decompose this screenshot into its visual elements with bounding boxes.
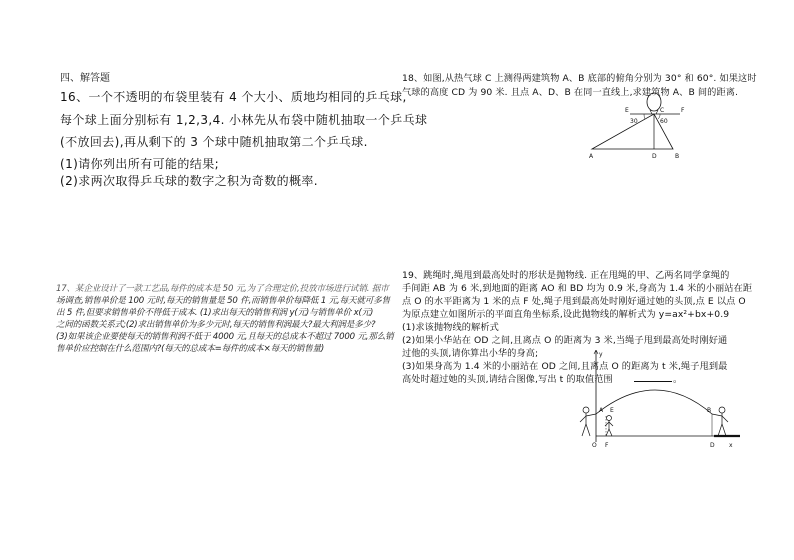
q17-line: 之间的函数关系式;(2)求出销售单价为多少元时,每天的销售利润最大?最大利润是多少? [56,320,376,330]
section-title: 四、解答题 [60,73,110,84]
q16-line: (1)请你列出所有可能的结果; [60,157,220,171]
q16-line: 16、一个不透明的布袋里装有 4 个大小、质地均相同的乒乓球, [60,90,407,104]
balloon-triangle-figure [580,92,692,164]
label-b: B [707,407,712,414]
label-f: F [681,107,685,114]
q19-line: 为原点建立如图所示的平面直角坐标系,设此抛物线的解析式为 y=ax²+bx+0.9 [402,309,730,320]
balloon-shape [647,93,661,111]
label-o: O [592,442,597,449]
label-b: B [675,153,680,160]
angle-30-label: 30 [630,118,638,125]
label-a: A [589,153,594,160]
q17-line: 场调查,销售单价是 100 元时,每天的销售量是 50 件,而销售单价每降低 1 元,每天就可多售 [56,296,390,306]
q19-line: 手间距 AB 为 6 米,到地面的距离 AO 和 BD 均为 0.9 米,身高为 1.4 米的小丽站在距 [402,283,753,294]
q17-line: 17、某企业设计了一款工艺品,每件的成本是 50 元,为了合理定价,投放市场进行试销. 据市 [56,284,389,294]
label-y: y [599,351,603,358]
label-a: A [599,407,604,414]
label-d: D [710,442,715,449]
q18-line: 18、如图,从热气球 C 上测得两建筑物 A、B 底部的俯角分别为 30° 和 60°. 如果这时 [402,73,757,84]
q17-line: (3)如果该企业要使每天的销售利润不低于 4000 元,且每天的总成本不超过 7000 元,那么销 [56,332,394,342]
jump-rope-figure [572,350,748,450]
person-a-figure [580,407,596,436]
q19-line: (3)如果身高为 1.4 米的小丽站在 OD 之间,且离点 O 的距离为 t 米,绳子甩到最 [402,361,728,372]
q19-line: 高处时超过她的头顶,请结合图像,写出 t 的取值范围 [402,374,613,385]
q17-line: 售单价应控制在什么范围内?(每天的总成本=每件的成本×每天的销售量) [56,344,325,354]
q18-line: 气球的高度 CD 为 90 米. 且点 A、D、B 在同一直线上,求建筑物 A、B 间的距离. [402,87,739,98]
q17-line: 出 5 件,但要求销售单价不得低于成本. (1)求出每天的销售利润 y(元)与销售单价 x(元) [56,308,374,318]
q16-line: (2)求两次取得乒乓球的数字之积为奇数的概率. [60,174,319,188]
label-f: F [605,442,609,449]
q16-line: (不放回去),再从剩下的 3 个球中随机抽取第二个乒乓球. [60,135,368,149]
label-d: D [652,153,657,160]
q19-line: 。 [673,374,683,385]
q19-line: (2)如果小华站在 OD 之间,且离点 O 的距离为 3 米,当绳子甩到最高处时刚好通 [402,335,728,346]
angle-60-label: 60 [660,118,668,125]
label-x: x [729,442,733,449]
q19-line: (1)求该抛物线的解析式 [402,322,499,333]
label-c: C [660,107,665,114]
label-e: E [625,107,629,114]
label-e: E [610,407,614,414]
q19-line: 点 O 的水平距离为 1 米的点 F 处,绳子甩到最高处时刚好通过她的头顶,点 E 以点 O [402,296,746,307]
person-b-figure [712,407,728,436]
q19-line: 过他的头顶,请你算出小华的身高; [402,348,539,359]
q19-line: 19、跳绳时,绳甩到最高处时的形状是抛物线. 正在甩绳的甲、乙两名同学拿绳的 [402,270,730,281]
q16-line: 每个球上面分别标有 1,2,3,4. 小林先从布袋中随机抽取一个乒乓球 [60,113,428,127]
